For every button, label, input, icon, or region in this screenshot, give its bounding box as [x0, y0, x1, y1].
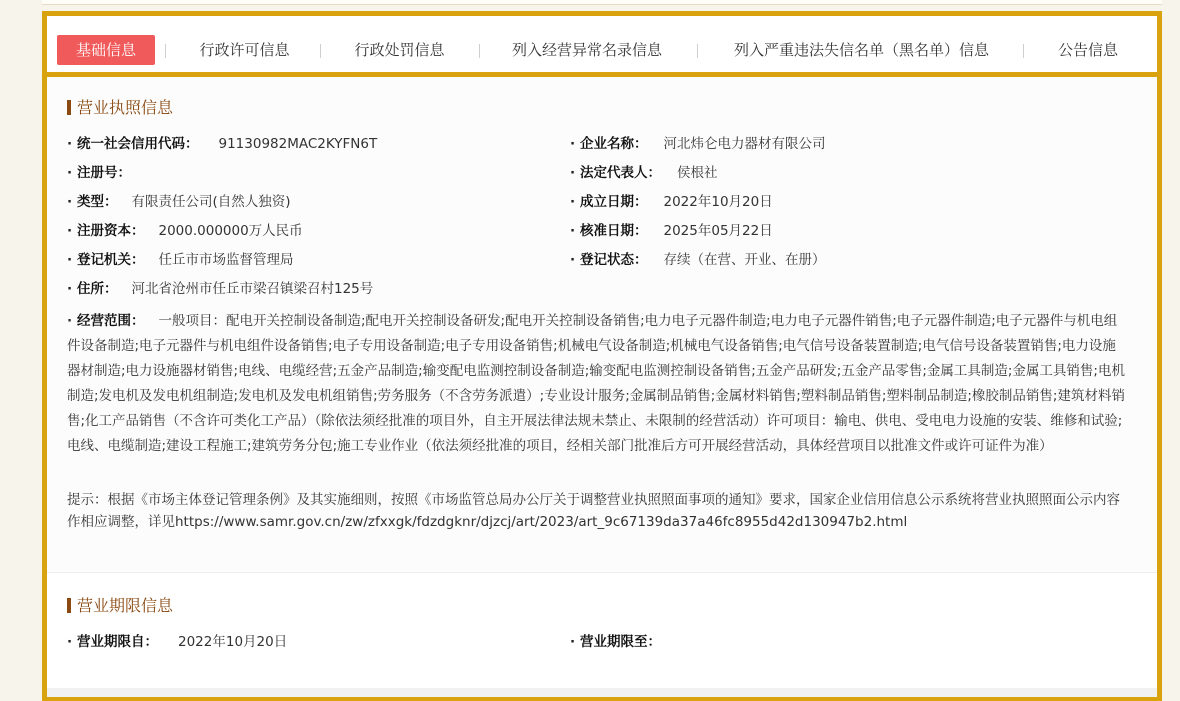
field-credit-code: · 统一社会信用代码： 91130982MAC2KYFN6T — [67, 136, 378, 152]
tab-separator — [320, 44, 321, 58]
license-title-text: 营业执照信息 — [77, 98, 174, 117]
tab-bar — [47, 16, 1157, 72]
tab-admin-penalty[interactable]: 行政处罚信息 — [354, 41, 445, 59]
tab-separator — [479, 44, 480, 58]
field-status: · 登记状态： 存续（在营、开业、在册） — [570, 252, 826, 268]
tab-separator — [1023, 44, 1024, 58]
license-panel — [47, 77, 1157, 572]
bottom-band — [47, 688, 1157, 697]
field-est-date: · 成立日期： 2022年10月20日 — [570, 194, 773, 210]
term-section-title — [67, 596, 173, 616]
field-address: · 住所： 河北省沧州市任丘市梁召镇梁召村125号 — [67, 281, 374, 297]
tab-abnormal-list[interactable]: 列入经营异常名录信息 — [511, 41, 662, 59]
field-authority: · 登记机关： 任丘市市场监督管理局 — [67, 252, 294, 268]
field-legal-rep: · 法定代表人： 侯根社 — [570, 165, 718, 181]
scope-text: 一般项目：配电开关控制设备制造;配电开关控制设备研发;配电开关控制设备销售;电力电子元器件制造;电力电子元器件销售;电子元器件制造;电子元器件与机电组件设备制造;电子元器件与机电组件设备销售;电子专用设备制造;电子专用设备销售;机械电气设备制造;机械电气设备销售;电气信号设备装置制造;电气信号设备装置销售;电力设施器材制造;电力设施器材销售;电线、电缆经营;五金产品制造;输变配电监测控制设备制造;输变配电监测控制设备销售;五金产品研发;五金产品零售;金属工具制造;金属工具销售;电机制造;发电机及发电机组制造;发电机及发电机组销售;劳务服务（不含劳务派遣）;专业设计服务;金属制品销售;金属材料销售;塑料制品销售;塑料制品制造;橡胶制品销售;建筑材料销售;化工产品销售（不含许可类化工产品）（除依法须经批准的项目外，自主开展法律法规未禁止、未限制的经营活动）许可项目：输电、供电、受电电力设施的安装、维修和试验;电线、电缆制造;建设工程施工;建筑劳务分包;施工专业作业（依法须经批准的项目，经相关部门批准后方可开展经营活动，具体经营项目以批准文件或许可证件为准） — [67, 313, 1125, 454]
field-term-from: · 营业期限自： 2022年10月20日 — [67, 634, 288, 650]
content-area — [47, 77, 1157, 697]
tab-separator — [165, 44, 166, 58]
tab-separator — [697, 44, 698, 58]
field-term-to: · 营业期限至： — [570, 634, 661, 650]
field-type: · 类型： 有限责任公司(自然人独资) — [67, 194, 291, 210]
license-tip: 提示：根据《市场主体登记管理条例》及其实施细则，按照《市场监管总局办公厅关于调整营业执照照面事项的通知》要求，国家企业信用信息公示系统将营业执照照面公示内容作相应调整，详见https://www.samr.gov.cn/zw/zfxxgk/fdzdgknr/djzcj/art/2023/art_9c67139da37a46fc8955d42d130947b2.html — [67, 492, 1120, 530]
field-capital: · 注册资本： 2000.000000万人民币 — [67, 223, 303, 239]
license-section-title — [67, 98, 173, 118]
tab-basic-info[interactable]: 基础信息 — [57, 35, 155, 65]
top-strip — [42, 0, 1162, 5]
business-scope: · 经营范围： 一般项目：配电开关控制设备制造;配电开关控制设备研发;配电开关控制设备销售;电力电子元器件制造;电力电子元器件销售;电子元器件制造;电子元器件与机电组件设备制造;电子元器件与机电组件设备销售;电子专用设备制造;电子专用设备销售;机械电气设备制造;机械电气设备销售;电气信号设备装置制造;电气信号设备装置销售;电力设施器材制造;电力设施器材销售;电线、电缆经营;五金产品制造;输变配电监测控制设备制造;输变配电监测控制设备销售;五金产品研发;五金产品零售;金属工具制造;金属工具销售;电机制造;发电机及发电机组制造;发电机及发电机组销售;劳务服务（不含劳务派遣）;专业设计服务;金属制品销售;金属材料销售;塑料制品销售;塑料制品制造;橡胶制品销售;建筑材料销售;化工产品销售（不含许可类化工产品）（除依法须经批准的项目外，自主开展法律法规未禁止、未限制的经营活动）许可项目：输电、供电、受电电力设施的安装、维修和试验;电线、电缆制造;建设工程施工;建筑劳务分包;施工专业作业（依法须经批准的项目，经相关部门批准后方可开展经营活动，具体经营项目以批准文件或许可证件为准） — [67, 313, 1125, 454]
scope-label: 经营范围： — [77, 313, 145, 329]
section-marker — [67, 598, 71, 613]
field-company-name: · 企业名称： 河北炜仑电力器材有限公司 — [570, 136, 826, 152]
tab-admin-license[interactable]: 行政许可信息 — [199, 41, 290, 59]
term-title-text: 营业期限信息 — [77, 596, 174, 615]
field-approve-date: · 核准日期： 2025年05月22日 — [570, 223, 773, 239]
field-reg-no: · 注册号： — [67, 165, 131, 181]
tab-blacklist[interactable]: 列入严重违法失信名单（黑名单）信息 — [733, 41, 989, 59]
tab-announcement[interactable]: 公告信息 — [1057, 41, 1118, 59]
info-frame — [42, 11, 1162, 701]
section-marker — [67, 100, 71, 115]
section-divider — [47, 572, 1157, 573]
